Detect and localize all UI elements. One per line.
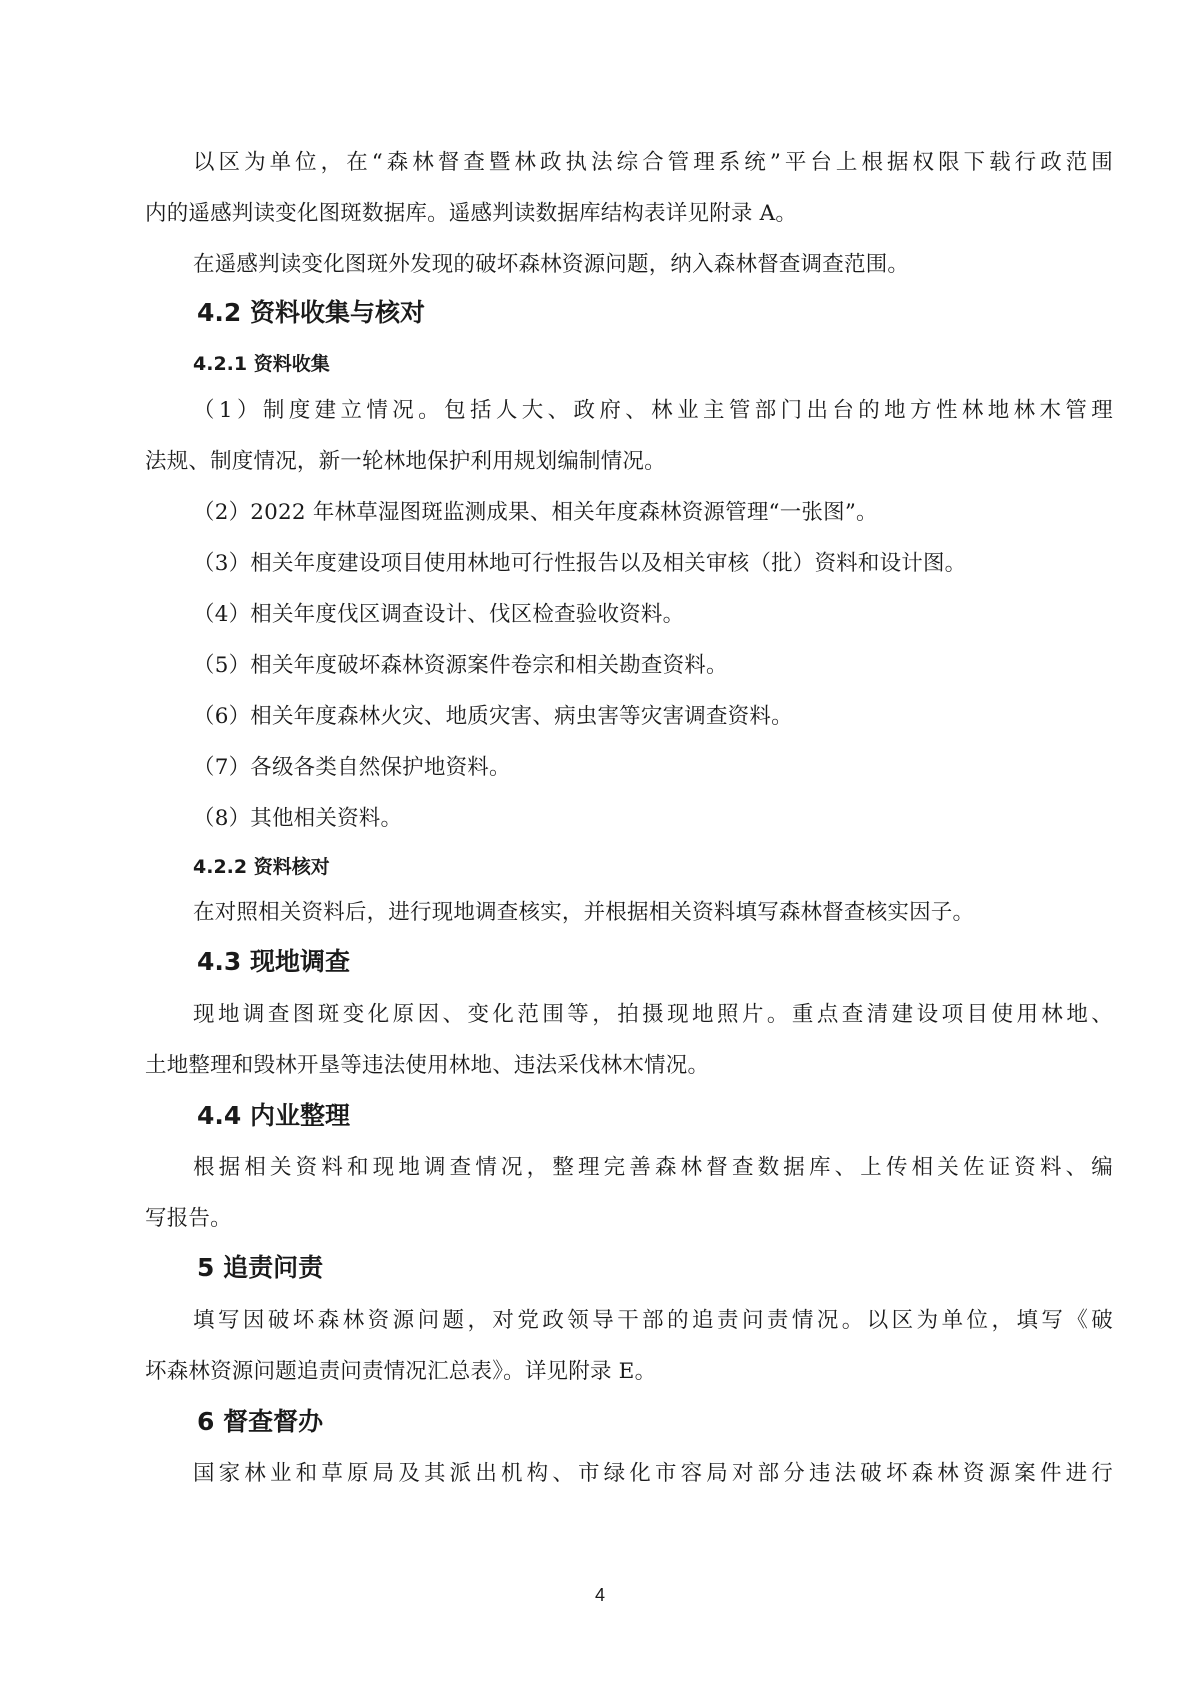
list-item: （2）2022 年林草湿图斑监测成果、相关年度森林资源管理“一张图”。 [193,500,878,525]
section-heading-4-4: 4.4 内业整理 [197,1101,350,1130]
section-heading-4-2: 4.2 资料收集与核对 [197,298,425,327]
list-item-continuation: 法规、制度情况，新一轮林地保护利用规划编制情况。 [145,449,666,474]
paragraph-line: 根据相关资料和现地调查情况，整理完善森林督查数据库、上传相关佐证资料、编 [193,1155,1113,1180]
paragraph-line: 填写因破坏森林资源问题，对党政领导干部的追责问责情况。以区为单位，填写《破 [193,1308,1113,1333]
list-item: （7）各级各类自然保护地资料。 [193,755,511,780]
page-number: 4 [594,1585,605,1605]
paragraph-line: 在遥感判读变化图斑外发现的破坏森林资源问题，纳入森林督查调查范围。 [193,252,910,277]
subsection-heading-4-2-1: 4.2.1 资料收集 [193,353,330,375]
list-item: （6）相关年度森林火灾、地质灾害、病虫害等灾害调查资料。 [193,704,793,729]
section-heading-5: 5 追责问责 [197,1253,324,1282]
paragraph-line: 土地整理和毁林开垦等违法使用林地、违法采伐林木情况。 [145,1053,710,1078]
list-item: （4）相关年度伐区调查设计、伐区检查验收资料。 [193,602,685,627]
section-heading-6: 6 督查督办 [197,1407,324,1436]
section-heading-4-3: 4.3 现地调查 [197,947,350,976]
paragraph-line: 以区为单位，在“森林督查暨林政执法综合管理系统”平台上根据权限下载行政范围 [193,150,1113,175]
paragraph-line: 写报告。 [145,1206,232,1231]
list-item: （1）制度建立情况。包括人大、政府、林业主管部门出台的地方性林地林木管理 [193,398,1113,423]
paragraph-line: 坏森林资源问题追责问责情况汇总表》。详见附录 E。 [145,1359,657,1384]
list-item: （8）其他相关资料。 [193,806,403,831]
paragraph-line: 国家林业和草原局及其派出机构、市绿化市容局对部分违法破坏森林资源案件进行 [193,1461,1113,1486]
subsection-heading-4-2-2: 4.2.2 资料核对 [193,856,330,878]
list-item: （3）相关年度建设项目使用林地可行性报告以及相关审核（批）资料和设计图。 [193,551,967,576]
paragraph-line: 在对照相关资料后，进行现地调查核实，并根据相关资料填写森林督查核实因子。 [193,900,975,925]
list-item: （5）相关年度破坏森林资源案件卷宗和相关勘查资料。 [193,653,728,678]
paragraph-line: 内的遥感判读变化图斑数据库。遥感判读数据库结构表详见附录 A。 [145,201,798,226]
paragraph-line: 现地调查图斑变化原因、变化范围等，拍摄现地照片。重点查清建设项目使用林地、 [193,1002,1113,1027]
